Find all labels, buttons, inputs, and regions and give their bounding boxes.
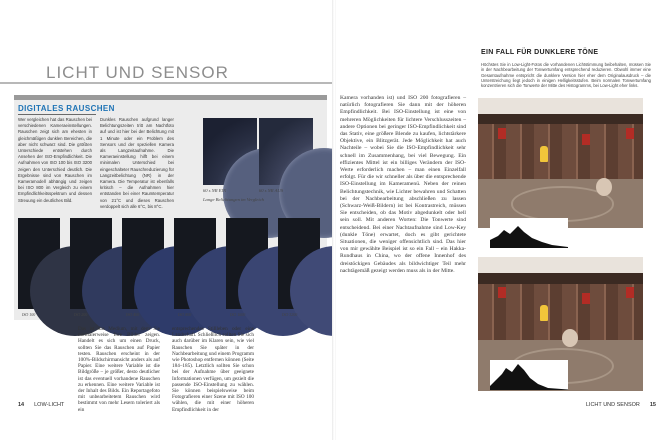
iso-sample-image: [278, 218, 320, 309]
iso-label: ISO 400: [126, 312, 140, 317]
folio-right: [586, 402, 656, 408]
info-box-text-col2: Dunkles Rauschen aufgrund langer Belichtungszeiten tritt am Nachtfoto auf und ist hier bei der Belichtung mit 1 Minute oder ein Problem des Sensors und der speziellen Kamera als Langzeitaufnahme. Die Kameraeinstellung hilft bei einem minimalen Unterschied bei eingeschalteter Rauschreduzierung für Langzeitbelichtung (NR) in der Kamera. Die Temperatur ist ebenfalls kritisch – die Aufnahmen hier entstanden bei einer Raumtemperatur von 21°C und dieses Rauschen verdoppelt sich alle 6°C, bis 8°C.: [100, 117, 174, 209]
noise-sample-nr-on: [203, 118, 257, 185]
info-box-text-col1: Wer vergleichen hat das Rauschen bei verschiedenen Kameraeinstellungen. Rauschen zeigt sich am ehesten in gleichmäßigen dunklen Bereichen, die aber nicht schwarz sind. Die größten Unterschiede entstehen durch Ansehen der ISO-Empfindlichkeit. Die Aufnahmen von ISO 100 bis ISO 3200 zeigen den Unterschied deutlich. Die Ergebnisse sind von Rauschen im Kameramodell abhängig und zeigen bei ISO 800 im Vergleich zu einem Empfindlichkeitsspektrum und dessen Streuung ein deutliches Bild.: [18, 117, 92, 203]
courtyard-photo-normal: [478, 98, 643, 228]
running-head: LOW-LICHT: [34, 402, 65, 408]
nr-on-caption: 60 s NR EIN: [203, 188, 227, 193]
folio-left: [18, 402, 64, 408]
histogram-normal: [490, 218, 568, 248]
page-number: 14: [18, 402, 25, 408]
noise-sample-nr-off: [259, 118, 313, 185]
histogram-dark: [490, 360, 568, 390]
iso-label: ISO 3200: [282, 312, 298, 317]
iso-label: ISO 800: [178, 312, 192, 317]
iso-label: ISO 1600: [230, 312, 246, 317]
title-rule: [0, 82, 333, 84]
left-page: [0, 0, 333, 440]
body-text-col2: entsprechendes Stillleben oder eine Landschaft. Schließlich sollten Sie sich auch darüber im Klaren sein, wie viel Rauschen Sie später in der Nachbearbeitung und einem Programm wie Photoshop entfernen können (Seite 184–185). Letztlich sollten Sie schon bei der Aufnahme über geeignete Informationen verfügen, um gezielt die passende ISO-Einstellung zu wählen. Sie können beispielsweise beim Fotografieren einer Szene mit ISO 100 wählen, die mit einer höheren Empfindlichkeit in der: [172, 326, 254, 413]
info-box-header-bar: [14, 95, 327, 100]
sidebar-title: EIN FALL FÜR DUNKLERE TÖNE: [481, 49, 599, 56]
right-body-text: Kamera vorhanden ist) und ISO 200 fotografieren – natürlich fotografieren Sie dann mit der höheren Empfindlichkeit. Bei ISO-Einstellung ist eine von mehreren Möglichkeiten für lichtere Verschlusszeiten – andere Optionen bei geringer ISO-Empfindlichkeit sind das Stativ, eine größere Blende zu kaufen, lichtstärkere Objektive, ein Blitzgerät. Jede Möglichkeit hat auch Nachteile – wobei Sie die ISO-Empfindlichkeit sehr schnell im Zusammenhang, bei viel Bewegung. Ein effizientes Mittel ist ein billiges Verändern der ISO-Werte erforderlich machen – man einen Einzelfall erfolgt. Für die wir schneller als über die entsprechende ISO-Einstellung im Kameramenü. Neben der reinen Belichtungstechnik, wie Lichter bewahren und Schatten bei der Nachbearbeitung abschließen zu lassen (Schwarz-Weiß-Bildern) ist bei Kontrastreich, müssen Sie entscheiden, ob das Motiv abgedunkelt oder hell sein soll. Mit anderen Worten: Die Tonwerte sind entscheidend. Bei einer Nachtaufnahme sind Low-Key (dunkle Töne) erwartet, doch es gibt gerichtete Situationen, die weniger offensichtlich sind. Das hier von mir gewählte Beispiel ist so ein Fall – ein Hakka-Rundhaus in China, wo der offene Innenhof des dreistöckigen Gebäudes als bildwichtiger Teil mehr nachtägemäß gezeigt werden muss als in der Mitte.: [340, 95, 466, 274]
body-text-col1: Das ist das Medium, mit dem Sie normalerweise Ihre Bilder zeigen. Handelt es sich um einen Druck, sollten Sie das Rauschen auf Papier testen. Rauschen erscheint in der 100%-Bildschirmansicht anders als auf Papier. Eine weitere Variable ist die Bildgröße – je größer, desto deutlicher ist das eventuell vorhandene Rauschen zu erkennen. Eine weitere Variable ist der Inhalt des Bilds. Ein Reportagefoto mit unbearbeitetem Rauschen wird bestimmt von mehr Lesern toleriert als ein: [78, 326, 160, 413]
iso-sample-image: [226, 218, 268, 309]
iso-label: ISO 200: [74, 312, 88, 317]
page-number: 15: [649, 402, 656, 408]
info-box-title-rule: [18, 114, 96, 115]
compare-caption: Lange Belichtungen im Vergleich: [203, 197, 264, 202]
nr-off-caption: 60 s NR AUS: [259, 188, 284, 193]
chapter-title: LICHT UND SENSOR: [46, 63, 229, 82]
running-head: LICHT UND SENSOR: [585, 402, 640, 408]
iso-sample-image: [70, 218, 112, 309]
sidebar-text: Höchstes Sie in Low-Light-Fotos die vorhandenen Lichtstimmung beibehalten, müssen Sie in der Nachbearbeitung der Tonwertumfang entsprechend reduzieren. Obwohl immer eine Gesamtaufnahme entspricht die dunklere Version hier eher dem Originalausdruck – die Unterstreichung liegt jedoch in einigen Helligkeitsstufen. Beim normalen Tonwertumfang konzentrieren sich die Tonwerte der Mitte des Histogramms, bei Low-Light eher links.: [481, 62, 651, 89]
info-box-title: DIGITALES RAUSCHEN: [18, 104, 115, 113]
iso-sample-image: [18, 218, 60, 309]
iso-label: ISO 100: [22, 312, 36, 317]
iso-sample-image: [174, 218, 216, 309]
iso-sample-image: [122, 218, 164, 309]
